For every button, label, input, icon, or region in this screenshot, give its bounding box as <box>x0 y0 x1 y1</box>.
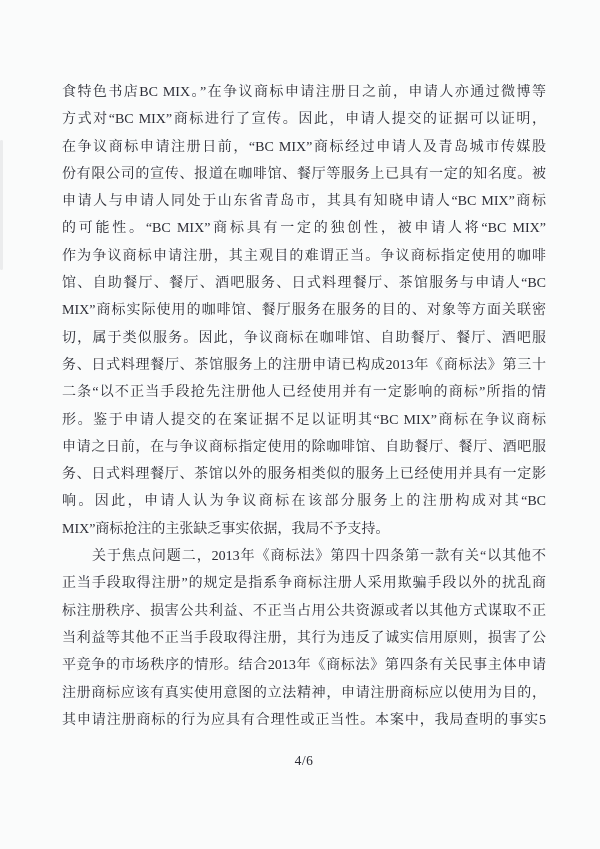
page-number: 4/6 <box>294 753 314 768</box>
text-line: 务、日式料理餐厅、茶馆以外的服务相类似的服务上已经使用并具有一定影 <box>62 467 546 483</box>
text-line: 务、日式料理餐厅、茶馆服务上的注册申请已构成2013年《商标法》第三十 <box>62 357 546 373</box>
text-line: 响。因此，申请人认为争议商标在该部分服务上的注册构成对其“BC <box>62 494 546 510</box>
text-line: 的可能性。“BC MIX”商标具有一定的独创性，被申请人将“BC MIX” <box>62 221 546 237</box>
text-line: 注册商标应该有真实使用意图的立法精神，申请注册商标应以使用为目的， <box>62 685 546 701</box>
text-line: 平竞争的市场秩序的情形。结合2013年《商标法》第四条有关民事主体申请 <box>62 658 546 674</box>
text-line: 切，属于类似服务。因此，争议商标在咖啡馆、自助餐厅、餐厅、酒吧服 <box>62 330 546 346</box>
document-body <box>62 79 546 734</box>
text-line: 二条“以不正当手段抢先注册他人已经使用并有一定影响的商标”所指的情 <box>62 385 546 401</box>
text-line: 份有限公司的宣传、报道在咖啡馆、餐厅等服务上已具有一定的知名度。被 <box>62 166 546 182</box>
text-line: 申请之日前，在与争议商标指定使用的除咖啡馆、自助餐厅、餐厅、酒吧服 <box>62 439 546 455</box>
text-line: 正当手段取得注册”的规定是指系争商标注册人采用欺骗手段以外的扰乱商 <box>62 576 546 592</box>
text-line: 在争议商标申请注册日前，“BC MIX”商标经过申请人及青岛城市传媒股 <box>62 139 546 155</box>
text-line: 方式对“BC MIX”商标进行了宣传。因此，申请人提交的证据可以证明， <box>62 112 546 128</box>
text-line: 其申请注册商标的行为应具有合理性或正当性。本案中，我局查明的事实5 <box>62 712 546 728</box>
text-line: 形。鉴于申请人提交的在案证据不足以证明其“BC MIX”商标在争议商标 <box>62 412 546 428</box>
text-line: MIX”商标抢注的主张缺乏事实依据，我局不予支持。 <box>62 521 390 537</box>
text-line: 作为争议商标申请注册，其主观目的难谓正当。争议商标指定使用的咖啡 <box>62 248 546 264</box>
text-line: 馆、自助餐厅、餐厅、酒吧服务、日式料理餐厅、茶馆服务与申请人“BC <box>62 276 546 292</box>
scan-artifact <box>0 140 3 270</box>
text-line: 申请人与申请人同处于山东省青岛市，其具有知晓申请人“BC MIX”商标 <box>62 194 546 210</box>
text-line: 当利益等其他不正当手段取得注册，其行为违反了诚实信用原则，损害了公 <box>62 630 546 646</box>
text-line: 标注册秩序、损害公共利益、不正当占用公共资源或者以其他方式谋取不正 <box>62 603 546 619</box>
text-line: 食特色书店BC MIX。”在争议商标申请注册日之前，申请人亦通过微博等 <box>62 85 546 100</box>
text-line: MIX”商标实际使用的咖啡馆、餐厅服务在服务的目的、对象等方面关联密 <box>62 303 546 319</box>
text-line: 关于焦点问题二，2013年《商标法》第四十四条第一款有关“以其他不 <box>92 549 546 565</box>
